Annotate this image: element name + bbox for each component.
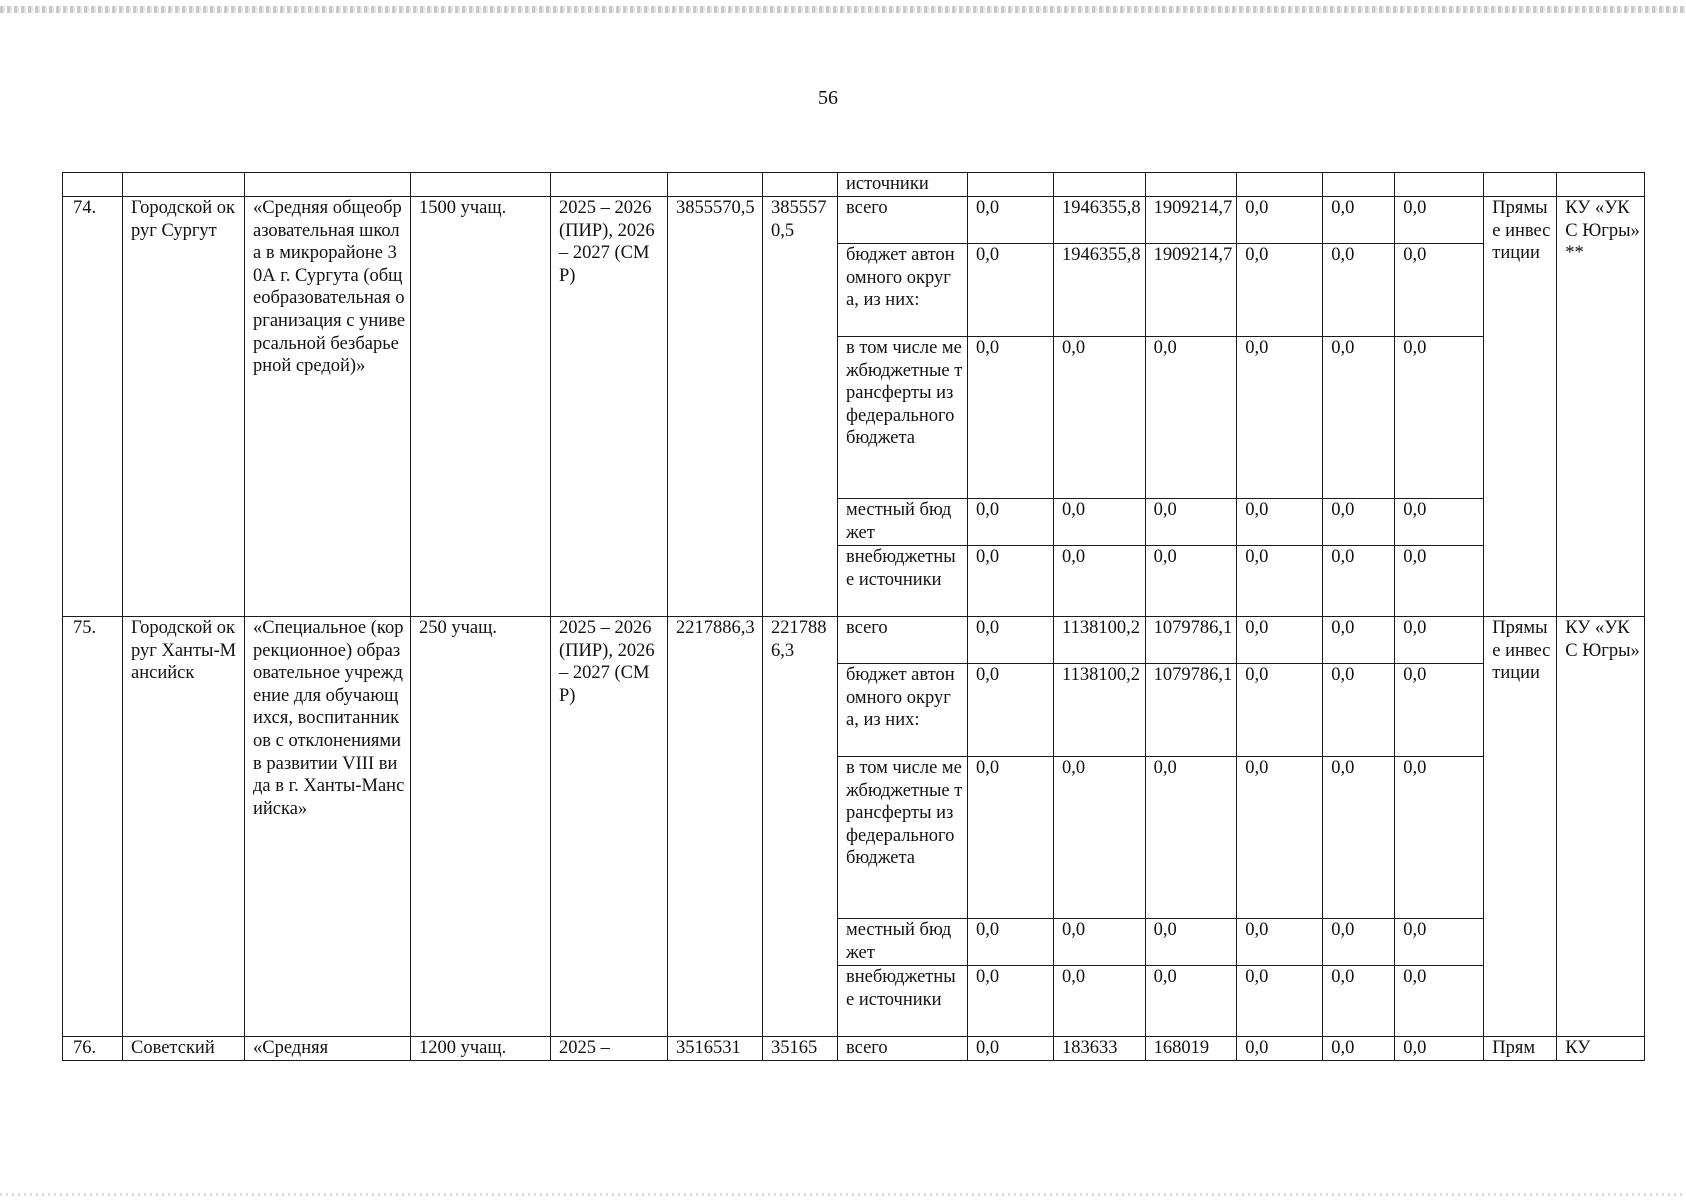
investment-mechanism-cell: Прям — [1484, 1037, 1557, 1061]
funding-value-cell: 1079786,1 — [1145, 617, 1237, 664]
funding-value-cell: 0,0 — [1323, 1037, 1395, 1061]
funding-value-cell: 0,0 — [1323, 546, 1395, 617]
funding-value-cell: 0,0 — [1237, 617, 1323, 664]
scan-edge-bottom — [0, 1193, 1686, 1196]
funding-value-cell: 0,0 — [1237, 546, 1323, 617]
funding-value-cell: 0,0 — [968, 757, 1054, 919]
funding-value-cell: 0,0 — [968, 617, 1054, 664]
customer-cell: КУ «УКС Югры» ** — [1557, 197, 1645, 617]
funding-value-cell: 0,0 — [968, 244, 1054, 337]
funding-value-cell: 0,0 — [1145, 919, 1237, 966]
funding-value-cell: 1946355,8 — [1054, 197, 1146, 244]
funding-value-cell: 0,0 — [1323, 337, 1395, 499]
funding-value-cell: 0,0 — [1395, 244, 1484, 337]
funding-value-cell: 0,0 — [1237, 664, 1323, 757]
funding-value-cell: 0,0 — [968, 197, 1054, 244]
funding-source-cell: бюджет автономного округа, из них: — [838, 244, 968, 337]
funding-value-cell: 0,0 — [1145, 757, 1237, 919]
funding-value-cell: 0,0 — [1395, 546, 1484, 617]
investment-mechanism-cell: Прямые инвестиции — [1484, 617, 1557, 1037]
funding-value-cell: 0,0 — [1237, 1037, 1323, 1061]
row-number: 75. — [63, 617, 123, 1037]
funding-value-cell: 0,0 — [1145, 499, 1237, 546]
funding-value-cell: 0,0 — [1237, 244, 1323, 337]
investment-table — [62, 172, 1645, 1061]
object-name-cell: «Средняя общеобразовательная школа в микрорайоне 30А г. Сургута (общеобразовательная организация с универсальной безбарьерной средой)» — [245, 197, 411, 617]
funding-value-cell: 1138100,2 — [1054, 664, 1146, 757]
funding-value-cell: 0,0 — [1054, 919, 1146, 966]
funding-value-cell: 0,0 — [1145, 546, 1237, 617]
period-cell: 2025 – 2026 (ПИР), 2026 – 2027 (СМР) — [551, 197, 668, 617]
funding-source-cell: в том числе межбюджетные трансферты из федерального бюджета — [838, 757, 968, 919]
funding-value-cell: 0,0 — [1323, 919, 1395, 966]
capacity-cell: 1500 учащ. — [411, 197, 551, 617]
funding-value-cell: 0,0 — [1323, 617, 1395, 664]
funding-value-cell: 0,0 — [1395, 197, 1484, 244]
funding-source-cell: внебюджетные источники — [838, 966, 968, 1037]
table-row-partial — [63, 1037, 1645, 1061]
funding-value-cell: 0,0 — [968, 966, 1054, 1037]
municipality-cell: Городской округ Ханты-Мансийск — [123, 617, 245, 1037]
municipality-cell: Городской округ Сургут — [123, 197, 245, 617]
funding-value-cell: 1909214,7 — [1145, 197, 1237, 244]
funding-value-cell: 0,0 — [1395, 337, 1484, 499]
funding-value-cell: 0,0 — [1323, 197, 1395, 244]
scan-edge-top — [0, 6, 1686, 13]
customer-cell: КУ «УКС Югры» — [1557, 617, 1645, 1037]
funding-value-cell: 1079786,1 — [1145, 664, 1237, 757]
funding-value-cell: 0,0 — [1323, 757, 1395, 919]
funding-value-cell: 0,0 — [1395, 966, 1484, 1037]
period-cell: 2025 – 2026 (ПИР), 2026 – 2027 (СМР) — [551, 617, 668, 1037]
object-name-cell: «Специальное (коррекционное) образовательное учреждение для обучающихся, воспитанников с отклонениями в развитии VIII вида в г. Ханты-Мансийска» — [245, 617, 411, 1037]
funding-value-cell: 0,0 — [1237, 757, 1323, 919]
funding-value-cell: 0,0 — [1054, 499, 1146, 546]
remaining-cost-cell: 2217886,3 — [763, 617, 838, 1037]
funding-value-cell: 0,0 — [1054, 337, 1146, 499]
total-cost-cell: 3516531 — [668, 1037, 763, 1061]
funding-value-cell: 0,0 — [1395, 617, 1484, 664]
funding-value-cell: 0,0 — [968, 1037, 1054, 1061]
funding-value-cell: 0,0 — [1054, 966, 1146, 1037]
row-number: 74. — [63, 197, 123, 617]
funding-value-cell: 0,0 — [1237, 919, 1323, 966]
funding-source-cell: всего — [838, 617, 968, 664]
funding-value-cell: 1946355,8 — [1054, 244, 1146, 337]
funding-source-cell: бюджет автономного округа, из них: — [838, 664, 968, 757]
total-cost-cell: 3855570,5 — [668, 197, 763, 617]
funding-source-cell: внебюджетные источники — [838, 546, 968, 617]
funding-source-cell: всего — [838, 197, 968, 244]
funding-value-cell: 0,0 — [1395, 757, 1484, 919]
page-number: 56 — [818, 87, 838, 109]
funding-value-cell: 0,0 — [1323, 664, 1395, 757]
capacity-cell: 250 учащ. — [411, 617, 551, 1037]
remaining-cost-cell: 3855570,5 — [763, 197, 838, 617]
funding-value-cell: 183633 — [1054, 1037, 1146, 1061]
funding-value-cell: 1138100,2 — [1054, 617, 1146, 664]
municipality-cell: Советский — [123, 1037, 245, 1061]
funding-value-cell: 0,0 — [968, 546, 1054, 617]
funding-value-cell: 0,0 — [968, 664, 1054, 757]
table-row — [63, 197, 1645, 244]
funding-source-cell: в том числе межбюджетные трансферты из федерального бюджета — [838, 337, 968, 499]
funding-value-cell: 0,0 — [1237, 966, 1323, 1037]
investment-mechanism-cell: Прямые инвестиции — [1484, 197, 1557, 617]
funding-value-cell: 0,0 — [1145, 966, 1237, 1037]
funding-value-cell: 0,0 — [1395, 664, 1484, 757]
funding-value-cell: 0,0 — [1395, 499, 1484, 546]
funding-value-cell: 0,0 — [968, 919, 1054, 966]
funding-value-cell: 1909214,7 — [1145, 244, 1237, 337]
funding-value-cell: 0,0 — [1395, 1037, 1484, 1061]
period-cell: 2025 – — [551, 1037, 668, 1061]
funding-value-cell: 0,0 — [1237, 197, 1323, 244]
table-row-continuation — [63, 173, 1645, 197]
funding-source-cell: местный бюджет — [838, 499, 968, 546]
funding-value-cell: 0,0 — [968, 337, 1054, 499]
total-cost-cell: 2217886,3 — [668, 617, 763, 1037]
funding-value-cell: 0,0 — [1237, 337, 1323, 499]
funding-source-cell: источники — [838, 173, 968, 197]
funding-value-cell: 0,0 — [968, 499, 1054, 546]
funding-value-cell: 0,0 — [1145, 337, 1237, 499]
funding-value-cell: 168019 — [1145, 1037, 1237, 1061]
funding-value-cell: 0,0 — [1323, 966, 1395, 1037]
table-row — [63, 617, 1645, 664]
funding-source-cell: местный бюджет — [838, 919, 968, 966]
customer-cell: КУ — [1557, 1037, 1645, 1061]
remaining-cost-cell: 35165 — [763, 1037, 838, 1061]
funding-value-cell: 0,0 — [1323, 499, 1395, 546]
funding-value-cell: 0,0 — [1395, 919, 1484, 966]
funding-value-cell: 0,0 — [1237, 499, 1323, 546]
funding-value-cell: 0,0 — [1323, 244, 1395, 337]
object-name-cell: «Средняя — [245, 1037, 411, 1061]
row-number: 76. — [63, 1037, 123, 1061]
capacity-cell: 1200 учащ. — [411, 1037, 551, 1061]
funding-value-cell: 0,0 — [1054, 546, 1146, 617]
funding-value-cell: 0,0 — [1054, 757, 1146, 919]
funding-source-cell: всего — [838, 1037, 968, 1061]
